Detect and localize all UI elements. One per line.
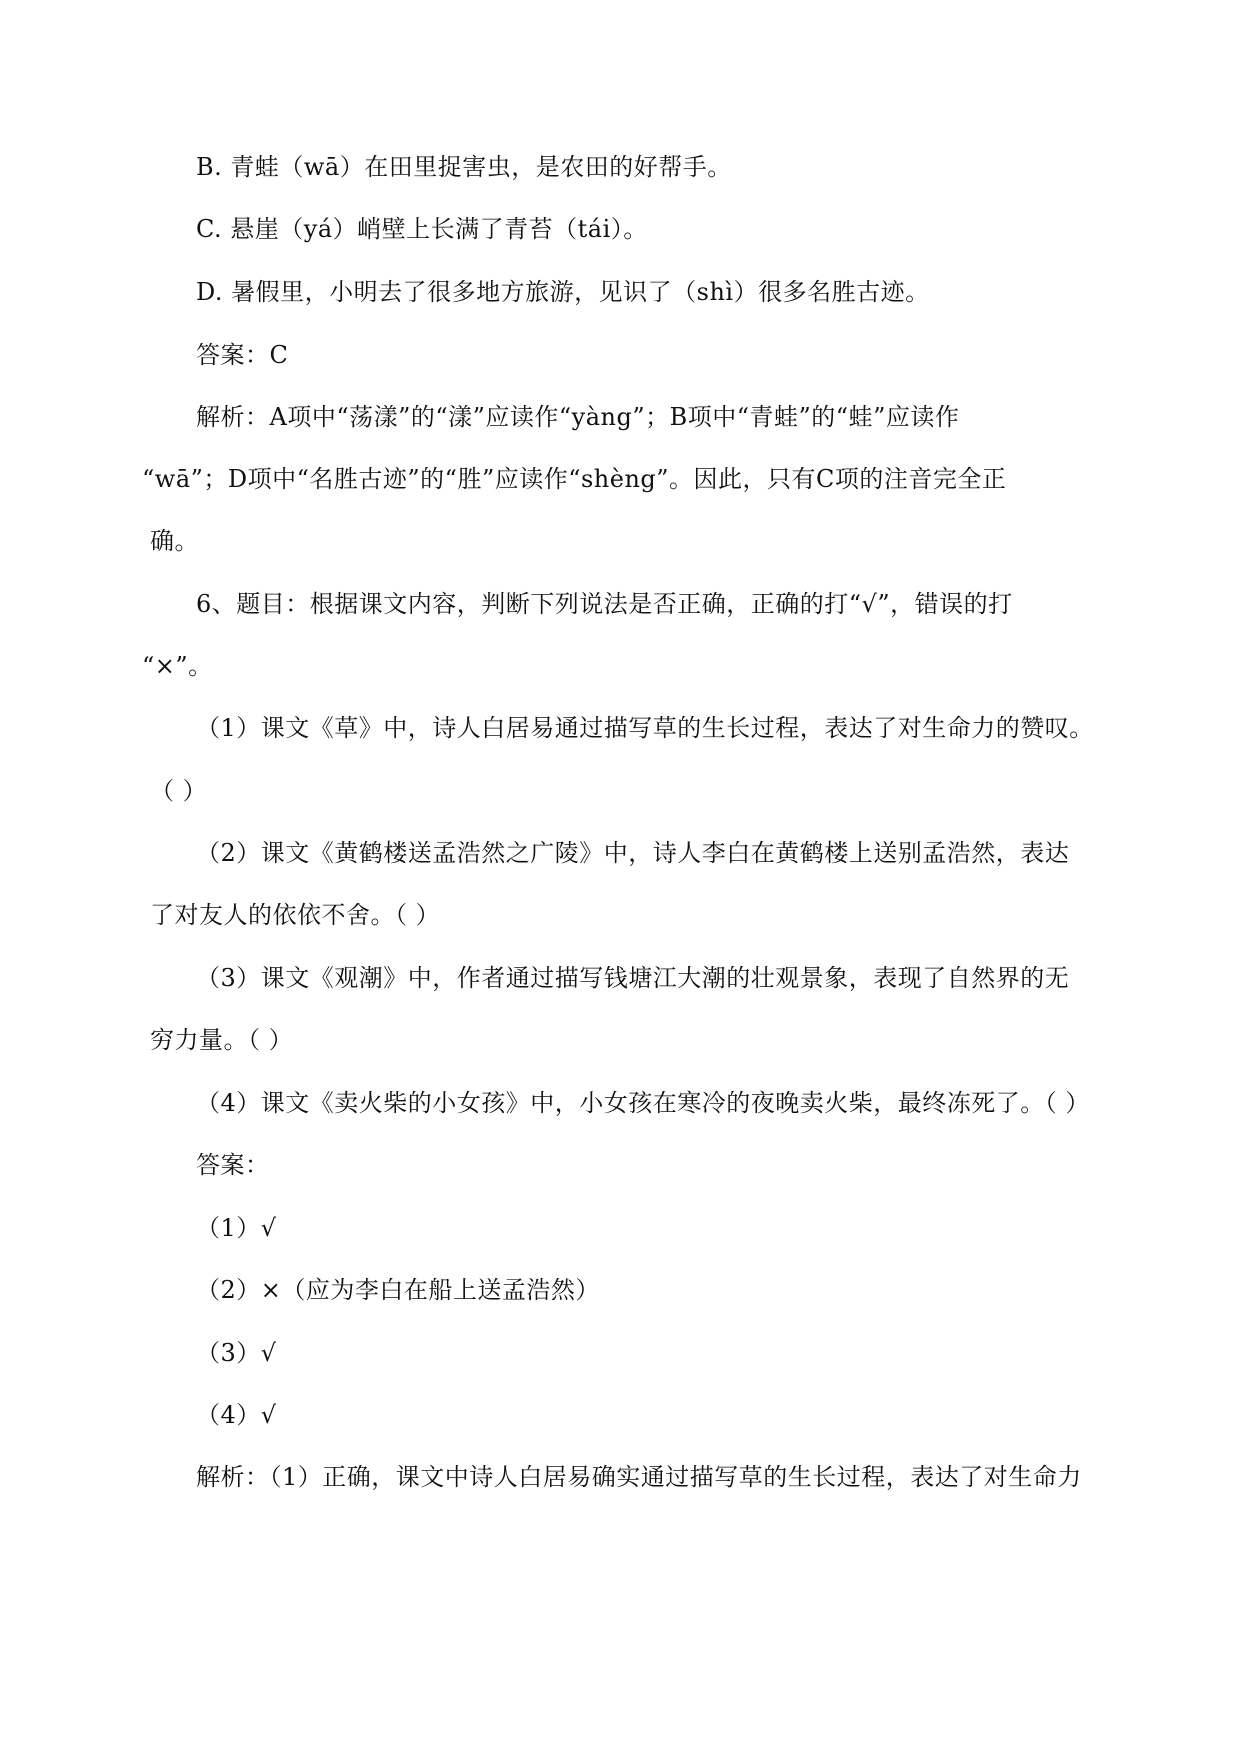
option-b: B. 青蛙（wā）在田里捉害虫，是农田的好帮手。 bbox=[196, 153, 732, 181]
item-1-line1: （1）课文《草》中，诗人白居易通过描写草的生长过程，表达了对生命力的赞叹。 bbox=[196, 714, 1094, 742]
option-c: C. 悬崖（yá）峭壁上长满了青苔（tái）。 bbox=[196, 215, 648, 243]
item-4: （4）课文《卖火柴的小女孩》中，小女孩在寒冷的夜晚卖火柴，最终冻死了。（ ） bbox=[196, 1089, 1090, 1117]
answer-item-1: （1）√ bbox=[196, 1214, 277, 1242]
item-2-line2: 了对友人的依依不舍。（ ） bbox=[150, 901, 441, 929]
answer-item-3: （3）√ bbox=[196, 1339, 277, 1367]
analysis-q5-line1: 解析：A项中“荡漾”的“漾”应读作“yàng”；B项中“青蛙”的“蛙”应读作 bbox=[196, 403, 960, 431]
item-3-line2: 穷力量。（ ） bbox=[150, 1026, 294, 1054]
answer-q6-label: 答案： bbox=[196, 1151, 270, 1179]
item-1-line2: （ ） bbox=[150, 777, 208, 805]
analysis-q5-line3: 确。 bbox=[150, 527, 199, 555]
question-6-line2: “×”。 bbox=[142, 652, 213, 680]
answer-item-4: （4）√ bbox=[196, 1401, 277, 1429]
answer-q5: 答案：C bbox=[196, 341, 289, 369]
item-3-line1: （3）课文《观潮》中，作者通过描写钱塘江大潮的壮观景象，表现了自然界的无 bbox=[196, 964, 1070, 992]
option-d: D. 暑假里，小明去了很多地方旅游，见识了（shì）很多名胜古迹。 bbox=[196, 278, 930, 306]
answer-item-2: （2）×（应为李白在船上送孟浩然） bbox=[196, 1276, 600, 1304]
analysis-q5-line2: “wā”；D项中“名胜古迹”的“胜”应读作“shèng”。因此，只有C项的注音完全正 bbox=[142, 465, 1007, 493]
question-6-line1: 6、题目：根据课文内容，判断下列说法是否正确，正确的打“√”，错误的打 bbox=[196, 590, 1013, 618]
item-2-line1: （2）课文《黄鹤楼送孟浩然之广陵》中，诗人李白在黄鹤楼上送别孟浩然，表达 bbox=[196, 839, 1070, 867]
analysis-q6-line1: 解析：（1）正确，课文中诗人白居易确实通过描写草的生长过程，表达了对生命力 bbox=[196, 1463, 1082, 1491]
